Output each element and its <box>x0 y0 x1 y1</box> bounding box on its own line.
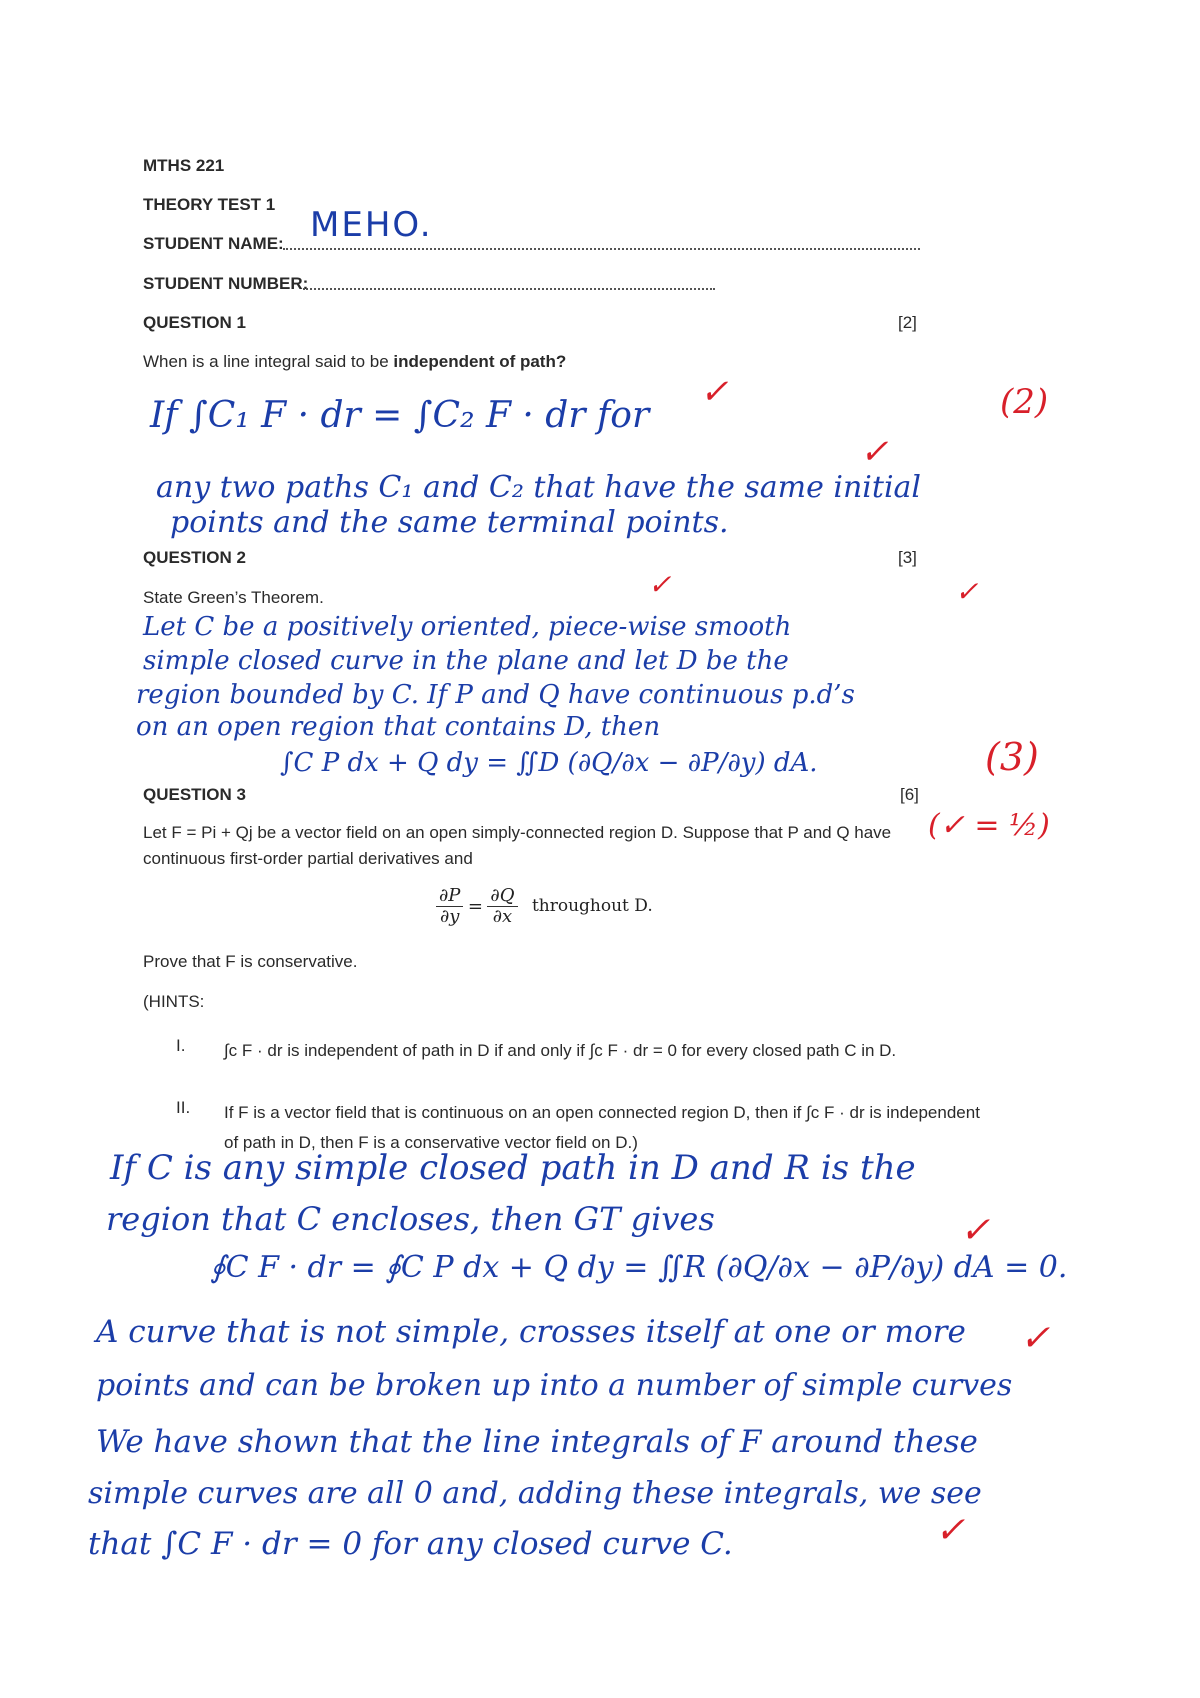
tick-icon: ✓ <box>648 568 672 601</box>
hint-text: ∫c F · dr is independent of path in D if and only if ∫c F · dr = 0 for every closed path C in D. <box>224 1041 897 1060</box>
q1-answer-line3: points and the same terminal points. <box>170 505 729 540</box>
q3-line1: Let F = Pi + Qj be a vector field on an open simply-connected region D. Suppose that P and Q have <box>143 823 892 842</box>
test-title: THEORY TEST 1 <box>143 195 276 214</box>
q3-prove: Prove that F is conservative. <box>143 952 358 971</box>
q1-prompt-bold: independent of path? <box>393 352 567 371</box>
q2-answer-line4: on an open region that contains D, then <box>136 712 661 742</box>
frac-num: ∂Q <box>487 886 517 907</box>
q3-marks: [6] <box>900 785 919 804</box>
q1-marks: [2] <box>898 313 917 332</box>
q3-answer-line4: A curve that is not simple, crosses itself at one or more <box>96 1314 966 1350</box>
frac-dp-dy <box>436 886 463 927</box>
q2-prompt: State Green’s Theorem. <box>143 588 324 607</box>
q3-line2: continuous first-order partial derivatives and <box>143 849 473 868</box>
q3-hints-label: (HINTS: <box>143 992 205 1011</box>
q3-answer-line5: points and can be broken up into a number of simple curves <box>96 1368 1013 1403</box>
student-name-value: MEHO. <box>310 205 433 245</box>
tick-icon: ✓ <box>700 372 729 412</box>
course-code: MTHS 221 <box>143 156 225 175</box>
tick-icon: ✓ <box>860 432 889 472</box>
frac-dq-dx <box>487 886 517 927</box>
q3-answer-line8: that ∫C F · dr = 0 for any closed curve C. <box>88 1526 733 1562</box>
student-number-label: STUDENT NUMBER: <box>143 274 309 293</box>
q3-answer-line1: If C is any simple closed path in D and R is the <box>110 1148 916 1188</box>
hint-num: II. <box>176 1098 191 1117</box>
tick-icon: ✓ <box>1020 1318 1051 1359</box>
equals-sign: = <box>467 895 483 917</box>
student-name-label: STUDENT NAME: <box>143 234 284 253</box>
q2-marks: [3] <box>898 548 917 567</box>
tick-icon: ✓ <box>955 575 979 608</box>
q3-answer-line7: simple curves are all 0 and, adding these integrals, we see <box>88 1476 982 1511</box>
frac-den: ∂x <box>492 905 513 927</box>
student-number-line[interactable] <box>303 272 715 290</box>
q3-answer-line6: We have shown that the line integrals of F around these <box>96 1424 978 1460</box>
q1-prompt <box>143 352 566 372</box>
eq-tail: throughout D. <box>531 896 653 917</box>
q1-answer-line2: any two paths C₁ and C₂ that have the same initial <box>156 470 922 505</box>
hint-num: I. <box>176 1036 186 1055</box>
q1-title: QUESTION 1 <box>143 313 246 332</box>
q3-equation <box>436 886 653 927</box>
frac-num: ∂P <box>436 886 463 907</box>
tick-icon: ✓ <box>935 1510 966 1551</box>
frac-den: ∂y <box>439 905 460 927</box>
q2-answer-line5: ∫C P dx + Q dy = ∬D (∂Q/∂x − ∂P/∂y) dA. <box>280 748 818 778</box>
q3-answer-line2: region that C encloses, then GT gives <box>106 1200 715 1238</box>
q2-title: QUESTION 2 <box>143 548 246 567</box>
hint-text: If F is a vector field that is continuous on an open connected region D, then if ∫c F · dr is independent of path in D, then F is a conservative vector field on D.) <box>224 1103 980 1152</box>
tick-icon: ✓ <box>960 1210 991 1251</box>
q3-answer-line3: ∮C F · dr = ∮C P dx + Q dy = ∬R (∂Q/∂x − ∂P/∂y) dA = 0. <box>210 1250 1068 1285</box>
q2-answer-line3: region bounded by C. If P and Q have continuous p.d’s <box>136 680 855 710</box>
q1-answer-line1: If ∫C₁ F · dr = ∫C₂ F · dr for <box>150 395 650 436</box>
q2-answer-line1: Let C be a positively oriented, piece-wise smooth <box>143 612 792 642</box>
q1-prompt-text: When is a line integral said to be <box>143 352 394 371</box>
q3-title: QUESTION 3 <box>143 785 246 804</box>
q2-score: (3) <box>985 735 1039 779</box>
q2-score-note: (✓ = ½) <box>928 808 1050 843</box>
q1-score: (2) <box>1000 382 1049 422</box>
q2-answer-line2: simple closed curve in the plane and let D be the <box>143 646 789 676</box>
